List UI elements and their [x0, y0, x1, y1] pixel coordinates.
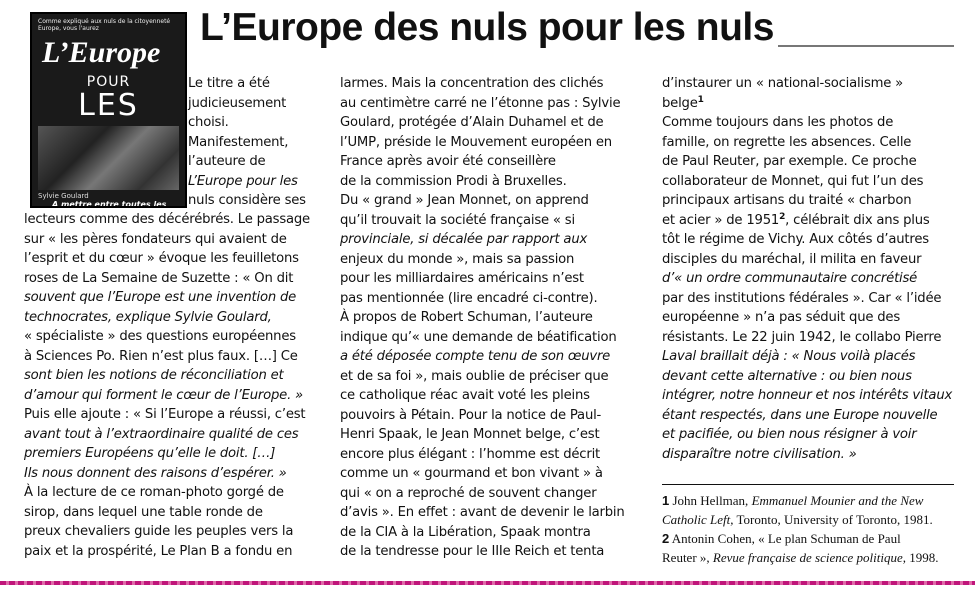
text-line: « spécialiste » des questions européennes [24, 329, 296, 344]
text-line: devant cette alternative : ou bien nous [662, 368, 912, 384]
text-line: étant respectés, dans une Europe nouvelle [662, 407, 938, 423]
text-line: d’« un ordre communautaire concrétisé [662, 271, 918, 286]
cover-collage [38, 126, 179, 190]
text-line: disparaître notre civilisation. » [662, 446, 857, 462]
cover-author: Sylvie Goulard [38, 192, 89, 200]
cover-strip-line: Europe, vous l'aurez [38, 25, 99, 32]
text-line: intégrer, notre honneur et nos intérêts vitaux [662, 388, 953, 403]
text-line: de Paul Reuter, par exemple. Ce proche [662, 154, 917, 169]
text-line: Laval braillait déjà : « Nous voilà placés [662, 349, 916, 364]
text-line: roses de La Semaine de Suzette : « On dit [24, 270, 294, 286]
text-line: Comme toujours dans les photos de [662, 115, 894, 130]
footnotes-rule [662, 484, 954, 485]
text-line: comme un « gourmand et bon vivant » à [340, 466, 603, 481]
text-line: principaux artisans du traité « charbon [662, 193, 912, 208]
text-line: l’UMP, préside le Mouvement européen en [340, 134, 612, 150]
text-line: enjeux du monde », mais sa passion [340, 251, 575, 267]
text-line: encore plus élégant : l’homme est décrit [340, 446, 600, 462]
footnote-1 [662, 491, 962, 510]
text-line: au centimètre carré ne l’étonne pas : Sylvie [340, 95, 621, 111]
footnote-text: 1998. [909, 550, 939, 565]
cover-title-line: LES [78, 88, 139, 123]
text-line: Manifestement, [188, 134, 289, 150]
footnote-journal: Revue française de science politique, [712, 550, 907, 565]
text-line: et de sa foi », mais oublie de préciser que [340, 368, 609, 384]
text-line: Puis elle ajoute : « Si l’Europe a réussi, c’est [24, 407, 306, 422]
footnote-title: Emmanuel Mounier and the New [751, 493, 924, 508]
text-line: nuls considère ses [188, 193, 306, 208]
text-line: d’amour qui forment le cœur de l’Europe. » [24, 387, 303, 403]
text-line: lecteurs comme des décérébrés. Le passage [24, 212, 310, 227]
footnote-1-cont [662, 510, 962, 529]
text-line: choisi. [188, 115, 229, 130]
text-line: collaborateur de Monnet, qui fut l’un des [662, 173, 924, 189]
text-line: indique qu’« une demande de béatification [340, 329, 617, 345]
text-line: Ils nous donnent des raisons d’espérer. » [24, 465, 287, 481]
text-line: Henri Spaak, le Jean Monnet belge, c’est [340, 427, 600, 442]
text-line: ce catholique réac avait voté les pleins [340, 388, 590, 403]
text-line: pour les milliardaires américains n’est [340, 271, 584, 286]
text-line: Du « grand » Jean Monnet, on apprend [340, 193, 589, 208]
text-line [662, 94, 952, 114]
footnote-text: Antonin Cohen, « Le plan Schuman de Paul [671, 531, 901, 546]
text-line: judicieusement [188, 95, 287, 111]
column-3 [662, 74, 952, 464]
text-line: de la CIA à la Libération, Spaak montra [340, 524, 591, 540]
text-fragment: , célébrait dix ans plus [785, 212, 930, 228]
footnote-title: Catholic Left, [662, 512, 734, 527]
text-line: d’instaurer un « national-socialisme » [662, 76, 904, 91]
text-line: France après avoir été conseillère [340, 154, 556, 169]
column-1-bottom [24, 210, 310, 561]
text-line: résistants. Le 22 juin 1942, le collabo Pierre [662, 329, 942, 345]
text-line: souvent que l’Europe est une invention de [24, 290, 297, 305]
footnote-text: John Hellman, [672, 493, 749, 508]
text-line: par des institutions fédérales ». Car « l’idée [662, 290, 942, 306]
text-line: pouvoirs à Pétain. Pour la notice de Paul- [340, 407, 602, 423]
cover-title-line: L’Europe [42, 36, 161, 69]
text-line: de la tendresse pour le IIIe Reich et tenta [340, 544, 605, 559]
text-line: de la commission Prodi à Bruxelles. [340, 173, 567, 189]
footnotes [662, 491, 962, 567]
text-line: paix et la prospérité, Le Plan B a fondu en [24, 543, 293, 559]
cover-strip [38, 18, 170, 32]
text-fragment: belge [662, 95, 698, 111]
text-line: à Sciences Po. Rien n’est plus faux. […] Ce [24, 348, 298, 364]
text-line: larmes. Mais la concentration des clichés [340, 76, 604, 91]
footnote-ref: 2 [779, 211, 786, 222]
text-line: famille, on regrette les absences. Celle [662, 134, 912, 150]
text-line: preux chevaliers guide les peuples vers la [24, 524, 294, 539]
footnote-2 [662, 529, 962, 548]
text-line: l’esprit et du cœur » évoque les feuilletons [24, 251, 299, 266]
cover-strip-line: Comme expliqué aux nuls de la citoyenneté [38, 18, 171, 25]
title-rule [778, 45, 954, 47]
text-line: L’Europe pour les [188, 173, 298, 189]
text-line: Goulard, protégée d’Alain Duhamel et de [340, 115, 604, 130]
book-cover-image [30, 12, 187, 208]
text-line: sont bien les notions de réconciliation et [24, 368, 284, 383]
text-line: qu’il trouvait la société française « si [340, 212, 575, 228]
text-line: technocrates, explique Sylvie Goulard, [24, 309, 272, 325]
footnote-2-cont [662, 548, 962, 567]
text-line: avant tout à l’extraordinaire qualité de ces [24, 426, 299, 442]
text-line: À la lecture de ce roman-photo gorgé de [24, 485, 284, 500]
column-1-top [188, 74, 306, 211]
footnote-text: Reuter », [662, 550, 710, 565]
footnote-number: 1 [662, 493, 670, 508]
bottom-decorative-rule [0, 581, 975, 585]
text-line: sur « les pères fondateurs qui avaient de [24, 231, 287, 247]
text-line: sirop, dans lequel une table ronde de [24, 504, 263, 520]
text-line: européenne » n’a pas séduit que des [662, 310, 901, 325]
text-line: qui « on a reproché de souvent changer [340, 485, 597, 501]
text-line: tôt le régime de Vichy. Aux côtés d’autres [662, 232, 929, 247]
text-line: l’auteure de [188, 154, 266, 169]
text-line: a été déposée compte tenu de son œuvre [340, 349, 611, 364]
column-2 [340, 74, 625, 562]
text-line: À propos de Robert Schuman, l’auteure [340, 310, 593, 325]
article-title: L’Europe des nuls pour les nuls [200, 6, 774, 49]
text-line: d’avis ». En effet : avant de devenir le larbin [340, 505, 625, 520]
text-line: Le titre a été [188, 76, 270, 91]
text-line: premiers Européens qu’elle le doit. […] [24, 446, 276, 461]
text-fragment: et acier » de 1951 [662, 212, 780, 228]
cover-title-line: POUR [86, 74, 131, 90]
text-line: pas mentionnée (lire encadré ci-contre). [340, 290, 598, 306]
cover-tagline: A mettre entre toutes les [52, 200, 167, 208]
text-line: disciples du maréchal, il milita en faveur [662, 251, 922, 267]
footnote-text: Toronto, University of Toronto, 1981. [736, 512, 933, 527]
text-line [662, 211, 952, 231]
footnote-number: 2 [662, 531, 670, 546]
footnote-ref: 1 [697, 94, 704, 105]
text-line: et pacifiée, ou bien nous résigner à voir [662, 427, 917, 442]
text-line: provinciale, si décalée par rapport aux [340, 232, 588, 247]
